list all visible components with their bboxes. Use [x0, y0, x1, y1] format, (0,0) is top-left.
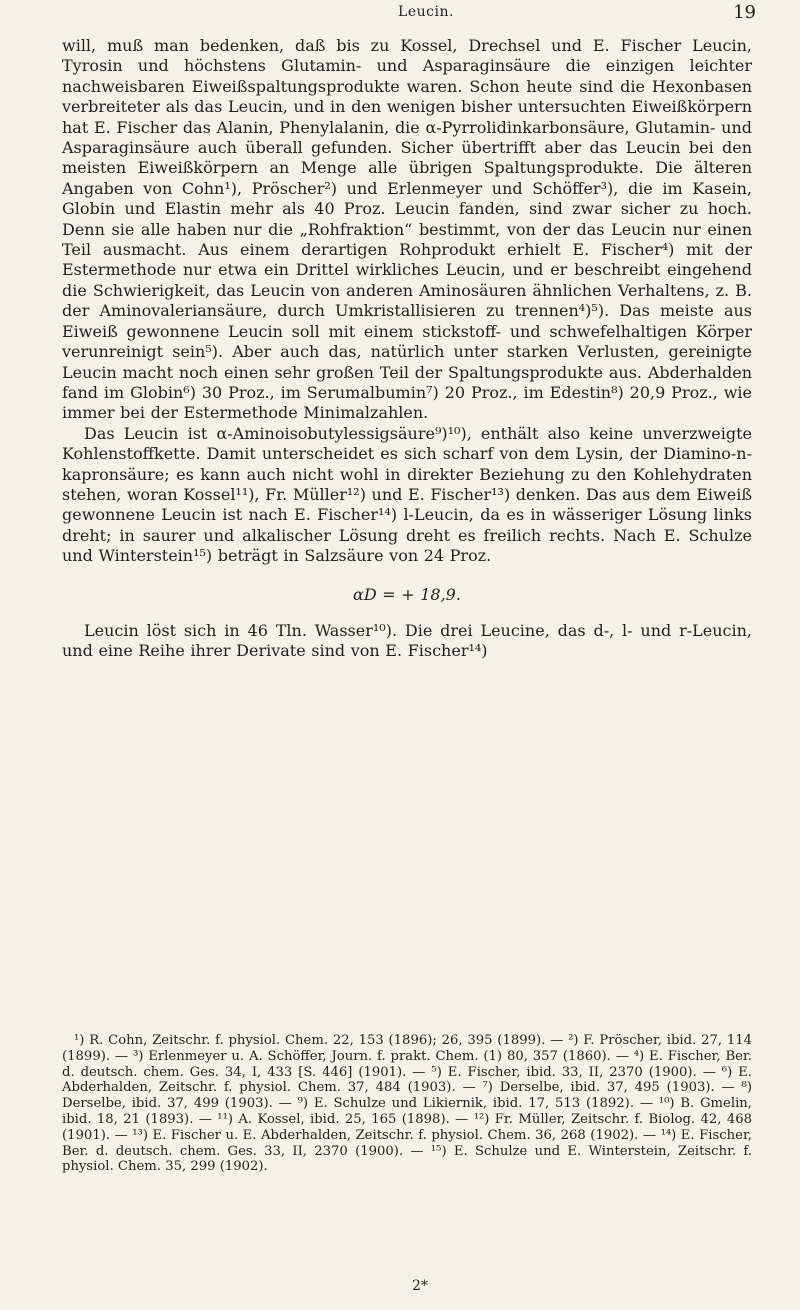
- footnotes: [62, 1033, 752, 1175]
- rotation-formula: αD = + 18,9.: [353, 584, 461, 604]
- paragraph-2: Das Leucin ist α-Aminoisobutylessigsäure⁹)¹⁰), enthält also keine unverzweigte Kohlenstoffkette. Damit unterscheidet es sich scharf von dem Lysin, der Diamino-n-kapronsäure; es kann auch nicht wohl in direkter Beziehung zu den Kohlehydraten stehen, woran Kossel¹¹), Fr. Müller¹²) und E. Fischer¹³) denken. Das aus dem Eiweiß gewonnene Leucin ist nach E. Fischer¹⁴) l-Leucin, da es in wässeriger Lösung links dreht; in saurer und alkalischer Lösung dreht es freilich rechts. Nach E. Schulze und Winterstein¹⁵) beträgt in Salzsäure von 24 Proz.: [62, 423, 752, 566]
- paragraph-1: will, muß man bedenken, daß bis zu Kossel, Drechsel und E. Fischer Leucin, Tyrosin und höchstens Glutamin- und Asparaginsäure die einzigen leichter nachweisbaren Eiweißspaltungsprodukte waren. Schon heute sind die Hexonbasen verbreiteter als das Leucin, und in den wenigen bisher untersuchten Eiweißkörpern hat E. Fischer das Alanin, Phenylalanin, die α-Pyrrolidinkarbonsäure, Glutamin- und Asparaginsäure auch überall gefunden. Sicher übertrifft aber das Leucin bei den meisten Eiweißkörpern an Menge alle übrigen Spaltungsprodukte. Die älteren Angaben von Cohn¹), Pröscher²) und Erlenmeyer und Schöffer³), die im Kasein, Globin und Elastin mehr als 40 Proz. Leucin fanden, sind zwar sicher zu hoch. Denn sie alle haben nur die „Rohfraktion“ bestimmt, von der das Leucin nur einen Teil ausmacht. Aus einem derartigen Rohprodukt erhielt E. Fischer⁴) mit der Estermethode nur etwa ein Drittel wirkliches Leucin, und er beschreibt eingehend die Schwierigkeit, das Leucin von anderen Aminosäuren ähnlichen Verhaltens, z. B. der Aminovaleriansäure, durch Umkristallisieren zu trennen⁴)⁵). Das meiste aus Eiweiß gewonnene Leucin soll mit einem stickstoff- und schwefelhaltigen Körper verunreinigt sein⁵). Aber auch das, natürlich unter starken Verlusten, gereinigte Leucin macht noch einen sehr großen Teil der Spaltungsprodukte aus. Abderhalden fand im Globin⁶) 30 Proz., im Serumalbumin⁷) 20 Proz., im Edestin⁸) 20,9 Proz., wie immer bei der Estermethode Minimalzahlen.: [62, 36, 752, 423]
- page-header: [56, 2, 756, 32]
- paragraph-3: Leucin löst sich in 46 Tln. Wasser¹⁰). Die drei Leucine, das d-, l- und r-Leucin, und eine Reihe ihrer Derivate sind von E. Fischer¹⁴): [62, 620, 752, 661]
- running-head: Leucin.: [398, 4, 454, 20]
- main-text: [62, 36, 752, 662]
- footnote-block: ¹) R. Cohn, Zeitschr. f. physiol. Chem. 22, 153 (1896); 26, 395 (1899). — ²) F. Pröscher, ibid. 27, 114 (1899). — ³) Erlenmeyer u. A. Schöffer, Journ. f. prakt. Chem. (1) 80, 357 (1860). — ⁴) E. Fischer, Ber. d. deutsch. chem. Ges. 34, I, 433 [S. 446] (1901). — ⁵) E. Fischer, ibid. 33, II, 2370 (1900). — ⁶) E. Abderhalden, Zeitschr. f. physiol. Chem. 37, 484 (1903). — ⁷) Derselbe, ibid. 37, 495 (1903). — ⁸) Derselbe, ibid. 37, 499 (1903). — ⁹) E. Schulze und Likiernik, ibid. 17, 513 (1892). — ¹⁰) B. Gmelin, ibid. 18, 21 (1893). — ¹¹) A. Kossel, ibid. 25, 165 (1898). — ¹²) Fr. Müller, Zeitschr. f. Biolog. 42, 468 (1901). — ¹³) E. Fischer u. E. Abderhalden, Zeitschr. f. physiol. Chem. 36, 268 (1902). — ¹⁴) E. Fischer, Ber. d. deutsch. chem. Ges. 33, II, 2370 (1900). — ¹⁵) E. Schulze und E. Winterstein, Zeitschr. f. physiol. Chem. 35, 299 (1902).: [62, 1033, 752, 1175]
- page-number: 19: [733, 2, 756, 23]
- signature-mark: 2*: [412, 1278, 428, 1294]
